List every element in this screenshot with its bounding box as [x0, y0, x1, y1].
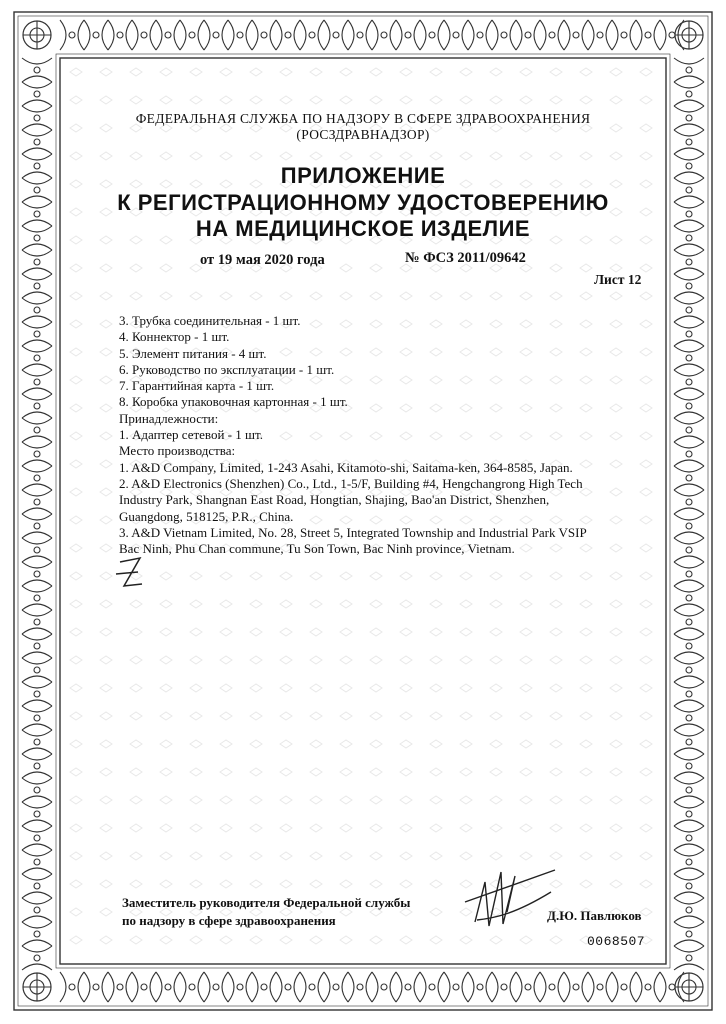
signatory-position	[122, 894, 410, 930]
sheet-number: Лист 12	[594, 272, 642, 287]
agency-abbreviation: (РОСЗДРАВНАДЗОР)	[296, 127, 430, 142]
signatory-name: Д.Ю. Павлюков	[547, 908, 642, 923]
body-line: 2. A&D Electronics (Shenzhen) Co., Ltd., 1-5/F, Building #4, Hengchangrong High Tech	[119, 475, 583, 491]
body-line: 4. Коннектор - 1 шт.	[119, 329, 230, 345]
body-line: Guangdong, 518125, P.R., China.	[119, 508, 294, 524]
body-line: 8. Коробка упаковочная картонная - 1 шт.	[119, 394, 348, 410]
body-line: Bac Ninh, Phu Chan commune, Tu Son Town, Bac Ninh province, Vietnam.	[119, 541, 515, 557]
document-body	[119, 313, 639, 557]
document-title-line2: К РЕГИСТРАЦИОННОМУ УДОСТОВЕРЕНИЮ	[117, 190, 609, 215]
form-serial-number: 0068507	[587, 934, 646, 949]
body-line: Место производства:	[119, 443, 236, 459]
signatory-position-line2: по надзору в сфере здравоохранения	[122, 913, 336, 928]
body-line: 7. Гарантийная карта - 1 шт.	[119, 378, 275, 394]
body-line: 5. Элемент питания - 4 шт.	[119, 345, 267, 361]
body-line: 3. A&D Vietnam Limited, No. 28, Street 5, Integrated Township and Industrial Park VSIP	[119, 524, 587, 540]
document-title-line1: ПРИЛОЖЕНИЕ	[280, 163, 446, 188]
body-line: 1. Адаптер сетевой - 1 шт.	[119, 427, 263, 443]
body-line: Industry Park, Shangnan East Road, Hongtian, Shajing, Bao'an District, Shenzhen,	[119, 492, 550, 508]
agency-name: ФЕДЕРАЛЬНАЯ СЛУЖБА ПО НАДЗОРУ В СФЕРЕ ЗДРАВООХРАНЕНИЯ	[135, 111, 591, 126]
body-line: 6. Руководство по эксплуатации - 1 шт.	[119, 361, 335, 377]
handwritten-end-mark	[110, 556, 150, 592]
body-line: 3. Трубка соединительная - 1 шт.	[119, 313, 301, 328]
signatory-position-line1: Заместитель руководителя Федеральной службы	[122, 895, 411, 910]
document-date: от 19 мая 2020 года	[200, 252, 325, 268]
body-line: Принадлежности:	[119, 410, 219, 426]
registration-number: № ФСЗ 2011/09642	[405, 250, 526, 266]
body-line: 1. A&D Company, Limited, 1-243 Asahi, Kitamoto-shi, Saitama-ken, 364-8585, Japan.	[119, 459, 573, 475]
document-title-line3: НА МЕДИЦИНСКОЕ ИЗДЕЛИЕ	[195, 216, 531, 241]
